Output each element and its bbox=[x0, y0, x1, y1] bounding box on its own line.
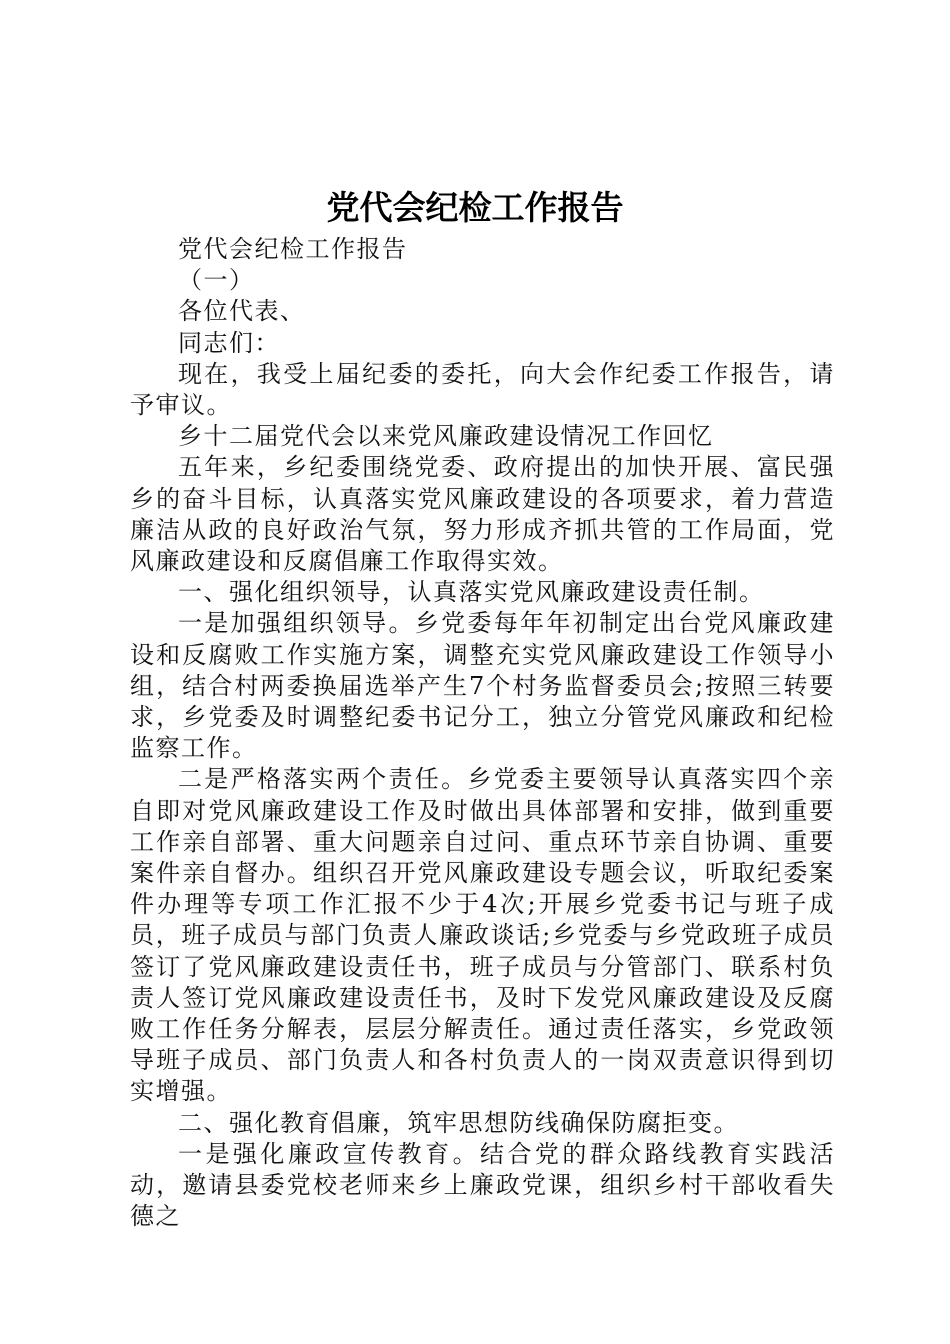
paragraph-subtitle: 党代会纪检工作报告 bbox=[178, 235, 408, 263]
paragraph-five-years: 五年来，乡纪委围绕党委、政府提出的加快开展、富民强乡的奋斗目标，认真落实党风廉政建设的各项要求，着力营造廉洁从政的良好政治气氛，努力形成齐抓共管的工作局面，党风廉政建设和反腐倡廉工作取得实效。 bbox=[130, 453, 835, 576]
paragraph-organization-leadership: 一是加强组织领导。乡党委每年年初制定出台党风廉政建设和反腐败工作实施方案，调整充实党风廉政建设工作领导小组，结合村两委换届选举产生7个村务监督委员会;按照三转要求，乡党委及时调整纪委书记分工，独立分管党风廉政和纪检监察工作。 bbox=[130, 609, 835, 763]
paragraph-salutation-delegates: 各位代表、 bbox=[178, 297, 306, 326]
document-title: 党代会纪检工作报告 bbox=[326, 188, 624, 227]
paragraph-integrity-education: 一是强化廉政宣传教育。结合党的群众路线教育实践活动，邀请县委党校老师来乡上廉政党课，组织乡村干部收看失德之 bbox=[130, 1139, 835, 1231]
paragraph-section-one-heading: 一、强化组织领导，认真落实党风廉政建设责任制。 bbox=[178, 578, 765, 607]
paragraph-intro: 现在，我受上届纪委的委托，向大会作纪委工作报告，请予审议。 bbox=[130, 359, 835, 420]
paragraph-section-number: （一） bbox=[178, 266, 255, 295]
paragraph-review-heading: 乡十二届党代会以来党风廉政建设情况工作回忆 bbox=[178, 422, 714, 451]
paragraph-salutation-comrades: 同志们： bbox=[178, 328, 280, 357]
paragraph-two-responsibilities: 二是严格落实两个责任。乡党委主要领导认真落实四个亲自即对党风廉政建设工作及时做出具体部署和安排，做到重要工作亲自部署、重大问题亲自过问、重点环节亲自协调、重要案件亲自督办。组织召开党风廉政建设专题会议，听取纪委案件办理等专项工作汇报不少于4次;开展乡党委书记与班子成员，班子成员与部门负责人廉政谈话;乡党委与乡党政班子成员签订了党风廉政建设责任书，班子成员与分管部门、联系村负责人签订党风廉政建设责任书，及时下发党风廉政建设及反腐败工作任务分解表，层层分解责任。通过责任落实，乡党政领导班子成员、部门负责人和各村负责人的一岗双责意识得到切实增强。 bbox=[130, 765, 835, 1106]
document-body bbox=[130, 234, 835, 1233]
paragraph-section-two-heading: 二、强化教育倡廉，筑牢思想防线确保防腐拒变。 bbox=[178, 1108, 739, 1137]
